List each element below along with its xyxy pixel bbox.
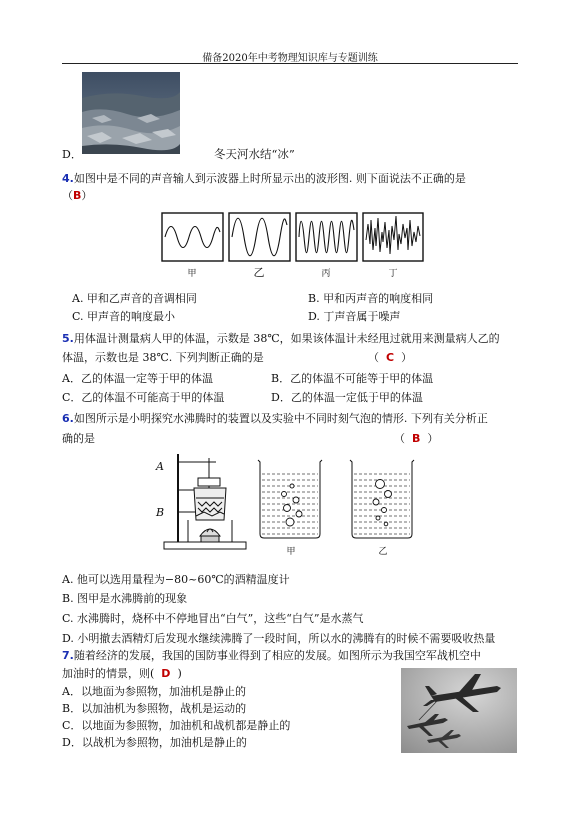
boiling-apparatus (164, 454, 246, 549)
q4-option-b: B. 甲和丙声音的响度相同 (308, 292, 434, 305)
q4-answer: （B） (62, 189, 93, 202)
q4-option-a: A. 甲和乙声音的音调相同 (72, 292, 197, 305)
q6-stem-line1 (62, 410, 488, 426)
q5-answer: （ C ） (368, 351, 413, 364)
q4-number: 4. (62, 172, 74, 185)
q4-text: 如图中是不同的声音输人到示波器上时所显示出的波形图. 则下面说法不正确的是 (73, 172, 466, 185)
q5-stem-line1 (62, 330, 500, 346)
waveform-label-jia: 甲 (187, 269, 197, 279)
q3-option-d-text: 冬天河水结“冰” (214, 147, 295, 161)
frozen-river-photo (82, 72, 180, 154)
q4-answer-letter: B (73, 189, 82, 202)
q5-number: 5. (62, 332, 74, 345)
q5-option-c: C．乙的体温不可能高于甲的体温 (62, 391, 225, 404)
q7-option-b: B．以加油机为参照物，战机是运动的 (62, 702, 247, 715)
apparatus-label-b: B (156, 506, 165, 519)
q4-option-d: D. 丁声音属于噪声 (308, 310, 401, 323)
q5-answer-letter: C (386, 351, 395, 364)
waveform-label-yi: 乙 (253, 266, 265, 279)
q7-text-line1: 随着经济的发展，我国的国防事业得到了相应的发展。如图所示为我国空军战机空中 (73, 649, 481, 662)
q4-stem (62, 170, 466, 186)
q5-option-d: D．乙的体温一定低于甲的体温 (271, 391, 423, 404)
q6-stem-line2: 确的是 (62, 432, 95, 445)
q6-option-d: D. 小明撤去酒精灯后发现水继续沸腾了一段时间，所以水的沸腾有的时候不需要吸收热量 (62, 632, 496, 645)
q7-answer-letter: D (161, 667, 171, 680)
apparatus-label-a: A (156, 460, 164, 473)
q6-number: 6. (62, 412, 74, 425)
beaker-label-jia: 甲 (286, 547, 296, 557)
q4-waveform-figure (160, 210, 425, 282)
waveform-ding (363, 213, 423, 261)
waveform-bing (296, 213, 357, 261)
q6-answer-letter: B (412, 432, 421, 445)
beaker-jia (258, 460, 322, 538)
q7-option-a: A．以地面为参照物，加油机是静止的 (62, 685, 246, 698)
q6-boiling-figure (154, 450, 429, 562)
q7-option-d: D．以战机为参照物，加油机是静止的 (62, 736, 247, 749)
q6-option-c: C. 水沸腾时，烧杯中不停地冒出“白气”，这些“白气”是水蒸气 (62, 612, 364, 625)
beaker-yi (350, 460, 414, 538)
q7-stem-line2: 加油时的情景，则( D ) (62, 667, 182, 680)
beaker-label-yi: 乙 (378, 547, 388, 557)
waveform-yi (229, 213, 290, 261)
q6-option-b: B. 图甲是水沸腾前的现象 (62, 592, 188, 605)
aerial-refueling-photo (401, 668, 517, 753)
q6-option-a: A. 他可以选用量程为−80~60℃的酒精温度计 (62, 573, 290, 586)
q6-text-line1: 如图所示是小明探究水沸腾时的装置以及实验中不同时刻气泡的情形. 下列有关分析正 (73, 412, 488, 425)
q5-option-b: B．乙的体温不可能等于甲的体温 (271, 372, 434, 385)
waveform-label-bing: 丙 (321, 269, 331, 279)
page-header: 備备2020年中考物理知识库与专题训练 (202, 53, 378, 64)
q5-option-a: A．乙的体温一定等于甲的体温 (62, 372, 213, 385)
q6-answer: （ B ） (394, 432, 439, 445)
waveform-jia (162, 213, 223, 261)
header-rule (62, 63, 518, 64)
q3-option-d-letter: D． (62, 148, 82, 161)
q7-option-c: C．以地面为参照物，加油机和战机都是静止的 (62, 719, 291, 732)
q7-number: 7. (62, 649, 74, 662)
q4-option-c: C. 甲声音的响度最小 (72, 310, 176, 323)
q5-text-line1: 用体温计测量病人甲的体温，示数是 38℃，如果该体温计未经甩过就用来测量病人乙的 (73, 332, 500, 345)
q7-stem-line1 (62, 647, 481, 663)
q5-stem-line2: 体温，示数也是 38℃. 下列判断正确的是 (62, 351, 264, 364)
waveform-label-ding: 丁 (388, 269, 398, 279)
